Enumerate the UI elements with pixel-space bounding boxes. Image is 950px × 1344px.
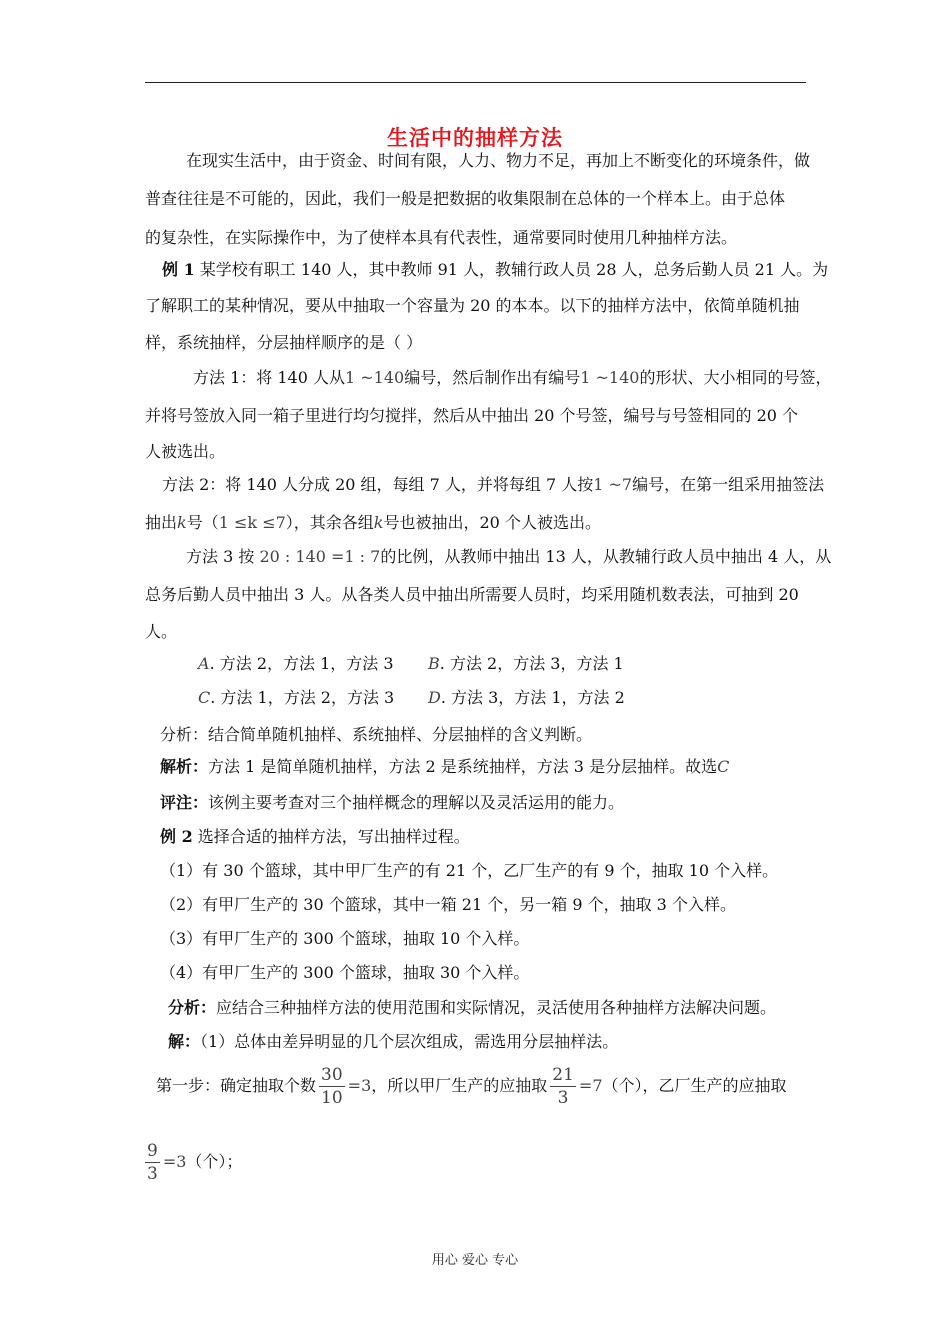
page-title: 生活中的抽样方法 (387, 126, 563, 150)
method-3-line-3: 人。 (145, 622, 178, 641)
method-1-range-b: 1 ~140 (580, 368, 640, 387)
method-1-line-2: 并将号签放入同一箱子里进行均匀搅拌，然后从中抽出 20 个号签，编号与号签相同的 20 个 (145, 406, 799, 425)
example-1-line-3: 样，系统抽样，分层抽样顺序的是（ ） (145, 333, 423, 352)
analysis-2-text: 应结合三种抽样方法的使用范围和实际情况，灵活使用各种抽样方法解决问题。 (216, 998, 777, 1017)
fraction-denominator: 10 (321, 1088, 343, 1108)
intro-line-1: 在现实生活中，由于资金、时间有限，人力、物力不足，再加上不断变化的环境条件，做 (186, 151, 811, 170)
option-c-text: . 方法 1，方法 2，方法 3 (210, 688, 395, 707)
option-d (428, 687, 625, 709)
step-1-result-c: =3 (162, 1152, 187, 1171)
method-2-line-1 (162, 474, 824, 496)
method-2-range: 1 ~7 (593, 475, 633, 494)
page-footer: 用心 爱心 专心 (431, 1253, 519, 1268)
option-b-letter: B (428, 654, 440, 673)
example-2-item-1: （1）有 30 个篮球，其中甲厂生产的有 21 个，乙厂生产的有 9 个，抽取 10 个入样。 (160, 861, 779, 880)
fraction-30-over-10 (319, 1064, 345, 1109)
method-3-text-b: 的比例，从教师中抽出 13 人，从教辅行政人员中抽出 4 人，从 (380, 547, 832, 566)
option-b-text: . 方法 2，方法 3，方法 1 (439, 654, 624, 673)
fraction-numerator: 9 (147, 1141, 158, 1161)
option-b (428, 653, 624, 675)
comment-1 (160, 792, 624, 814)
method-1-text-b: 编号，然后制作出有编号 (404, 368, 581, 387)
variable-k-2: k (373, 513, 384, 532)
method-2-inequality: 1 ≤k ≤7 (218, 513, 286, 532)
method-1-text-c: 的形状、大小相同的号签， (639, 368, 832, 387)
solve-2-label: 解： (168, 1032, 201, 1051)
example-2-heading (160, 826, 470, 848)
header-rule (145, 82, 806, 83)
comment-1-label: 评注： (160, 793, 209, 812)
intro-line-3: 的复杂性，在实际操作中，为了使样本具有代表性，通常要同时使用几种抽样方法。 (145, 228, 738, 247)
option-c (198, 687, 394, 709)
step-1-result-b: =7 (578, 1076, 603, 1095)
option-a-text: . 方法 2，方法 1，方法 3 (209, 654, 394, 673)
example-2-item-4: （4）有甲厂生产的 300 个篮球，抽取 30 个入样。 (160, 963, 530, 982)
step-1-result-a: =3 (347, 1076, 372, 1095)
example-1-text: 某学校有职工 140 人，其中教师 91 人，教辅行政人员 28 人，总务后勤人员 21 人。为 (194, 260, 829, 279)
analysis-1: 分析：结合简单随机抽样、系统抽样、分层抽样的含义判断。 (160, 725, 593, 744)
method-3-ratio: 20 : 140 =1 : 7 (259, 547, 381, 566)
solution-1-text: 方法 1 是简单随机抽样，方法 2 是系统抽样，方法 3 是分层抽样。故选 (208, 757, 718, 776)
method-3-text-a: 方法 3 按 (186, 547, 255, 566)
step-1-line (156, 1064, 787, 1109)
option-d-letter: D (428, 688, 441, 707)
analysis-2-label: 分析： (168, 998, 217, 1017)
method-2-text-a: 方法 2：将 140 人分成 20 组，每组 7 人，并将每组 7 人按 (162, 475, 594, 494)
step-1-text-c: （个），乙厂生产的应抽取 (602, 1076, 787, 1095)
fraction-21-over-3 (550, 1064, 576, 1109)
fraction-numerator: 21 (552, 1065, 574, 1085)
analysis-2 (168, 997, 776, 1019)
method-3-line-1 (186, 546, 831, 568)
option-a (198, 653, 394, 675)
method-2-text-d: 号（ (186, 513, 219, 532)
solution-1 (160, 756, 729, 778)
method-2-text-e: ），其余各组 (285, 513, 374, 532)
example-1-label: 例 1 (162, 260, 195, 279)
comment-1-text: 该例主要考查对三个抽样概念的理解以及灵活运用的能力。 (208, 793, 625, 812)
example-1-line-2: 了解职工的某种情况，要从中抽取一个容量为 20 的本本。以下的抽样方法中，依简单随机抽 (145, 296, 800, 315)
method-2-line-2 (145, 512, 601, 534)
option-a-letter: A (198, 654, 210, 673)
fraction-denominator: 3 (147, 1164, 158, 1184)
fraction-denominator: 3 (557, 1088, 569, 1108)
solve-2-text: （1）总体由差异明显的几个层次组成，需选用分层抽样法。 (200, 1032, 619, 1051)
fraction-numerator: 30 (321, 1065, 343, 1085)
example-1-line-1 (162, 259, 828, 281)
variable-k: k (177, 513, 187, 532)
method-1-line-1 (193, 367, 831, 389)
method-3-line-2: 总务后勤人员中抽出 3 人。从各类人员中抽出所需要人员时，均采用随机数表法，可抽到 20 (145, 585, 799, 604)
example-2-label: 例 2 (160, 827, 193, 846)
solution-1-label: 解析： (160, 757, 209, 776)
solve-2 (168, 1031, 618, 1053)
method-1-range-a: 1 ~140 (344, 368, 405, 387)
step-1-continuation (142, 1140, 242, 1185)
method-1-text-a: 方法 1：将 140 人从 (193, 368, 345, 387)
option-c-letter: C (198, 688, 211, 707)
solution-1-answer: C (717, 757, 730, 776)
step-1-text-a: 第一步：确定抽取个数 (156, 1076, 317, 1095)
example-2-item-3: （3）有甲厂生产的 300 个篮球，抽取 10 个入样。 (160, 929, 530, 948)
step-1-tail: （个）； (186, 1152, 243, 1171)
step-1-text-b: ，所以甲厂生产的应抽取 (371, 1076, 548, 1095)
fraction-9-over-3 (145, 1140, 160, 1185)
intro-line-2: 普查往往是不可能的，因此，我们一般是把数据的收集限制在总体的一个样本上。由于总体 (145, 189, 786, 208)
method-1-line-3: 人被选出。 (145, 442, 226, 461)
method-2-text-c: 抽出 (145, 513, 178, 532)
example-2-item-2: （2）有甲厂生产的 30 个篮球，其中一箱 21 个，另一箱 9 个，抽取 3 个入样。 (160, 895, 736, 914)
method-2-text-b: 编号，在第一组采用抽签法 (632, 475, 825, 494)
method-2-text-f: 号也被抽出，20 个人被选出。 (383, 513, 601, 532)
option-d-text: . 方法 3，方法 1，方法 2 (440, 688, 625, 707)
example-2-text: 选择合适的抽样方法，写出抽样过程。 (192, 827, 470, 846)
